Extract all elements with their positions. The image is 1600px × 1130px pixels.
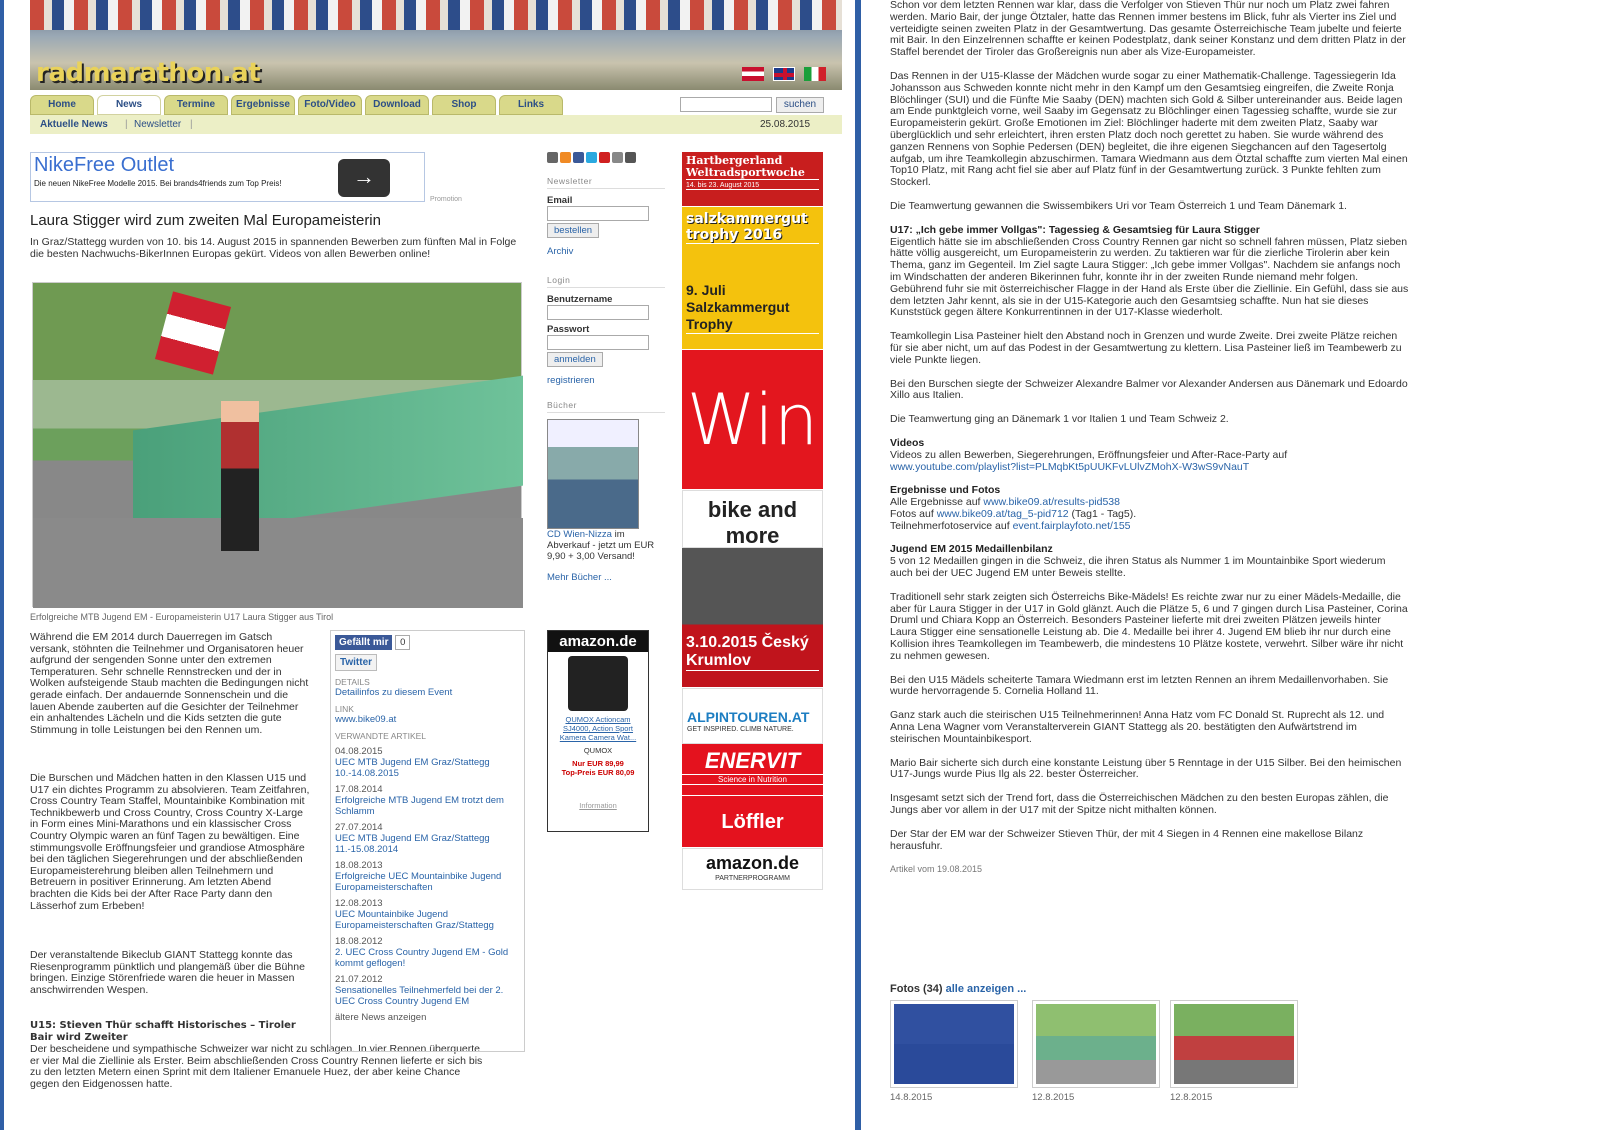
thumbnail-date: 12.8.2015 — [1032, 1092, 1075, 1103]
details-link[interactable]: Detailinfos zu diesem Event — [335, 687, 453, 698]
related-date: 18.08.2013 — [335, 860, 383, 871]
article-paragraph: Insgesamt setzt sich der Trend fort, dass die Österreichischen Mädchen zu den besten Europas zählen, die Jungs aber vor allem in der U17 mit der Spitze nicht mithalten können. — [890, 792, 1389, 817]
article-paragraph: Ganz stark auch die steirischen U15 Teilnehmerinnen! Anna Hatz vom FC Donald St. Ruprecht als 12. und Anna Lena Wagner vom Veranstalterverein GIANT Stattegg als 20. bestätigten den Aufwärtstrend im steirischen Mountainbikesport. — [890, 709, 1385, 745]
related-date: 27.07.2014 — [335, 822, 383, 833]
article-paragraph: Eigentlich hätte sie im abschließenden Cross Country Rennen gar nicht so schnell fahren müssen, Platz sieben hätte völlig ausgereicht, um Europameisterin zu werden. Zu taktieren war für die zierliche Tirolerin aber kein Thema, ganz im Gegenteil. Im Ziel sagte Laura Stigger: „Ich gebe immer Vollgas". Nachdem sie anfangs noch im Windschatten der anderen Bikerinnen fuhr, konnte ihr in der zweiten Runde niemand mehr folgen. Gebührend fuhr sie mit österreichischer Flagge in der Hand als Erste über die Ziellinie. Ein Gefühl, dass sie aus dem letzten Jahr kennt, als sie in der U15-Kategorie auch den Gesamtsieg schaffte. Nun hat sie dieses Kunststück gegen ältere Konkurrentinnen in der U17-Klasse wiederholt. — [890, 235, 1409, 319]
ad-text: amazon.de — [683, 853, 822, 875]
subnav-sep: | — [125, 119, 128, 130]
article-info-box — [330, 630, 525, 1052]
article-paragraph: 5 von 12 Medaillen gingen in die Schweiz, die ihren Status als Nummer 1 im Mountainbike Sport wiederum auch bei der UEC Jugend EM unter Beweis stellte. — [890, 555, 1386, 580]
tab-ergebnisse[interactable]: Ergebnisse — [231, 95, 295, 115]
product-top-price: Top-Preis EUR 80,09 — [561, 768, 635, 777]
article-paragraph: Traditionell sehr stark zeigten sich Österreichs Bike-Mädels! Es reichte zwar nur zu einer Mädels-Medaille, die aber für Laura Stigger in der U17 in Gold glänzt. Auch die Plätze 5, 6 und 7 gingen durch Lisa Pasteiner, Corina Druml und Chiara Kopp an Österreich. Besonders Pasteiner lieferte mit drei zweiten Plätzen jeweils hinter Laura Stigger eine sensationelle Leistung ab. Die 4. Medaille bei ihrer 4. Jugend EM blieb ihr nur durch eine Kollision ihres Teamkollegen im Teambewerb, die mindestens 10 Plätze kostete, verwehrt. Silber wäre ihr nicht zu nehmen gewesen. — [890, 590, 1408, 662]
ad-promotion: Promotion — [430, 196, 462, 203]
event-link[interactable]: www.bike09.at — [335, 714, 397, 725]
subnav-aktuelle-news[interactable]: Aktuelle News — [40, 119, 108, 130]
related-link[interactable]: UEC MTB Jugend EM Graz/Stattegg 10.-14.08.2015 — [335, 757, 490, 779]
divider-bar — [855, 0, 861, 1130]
related-date: 17.08.2014 — [335, 784, 383, 795]
photo-rider — [221, 401, 259, 551]
results-text: Alle Ergebnisse auf — [890, 496, 981, 509]
article-paragraph: Die Teamwertung ging an Dänemark 1 vor Italien 1 und Team Schweiz 2. — [890, 413, 1229, 426]
article-date: Artikel vom 19.08.2015 — [890, 864, 983, 875]
rss-icon[interactable] — [560, 152, 571, 163]
photos-heading — [890, 984, 1026, 996]
current-date: 25.08.2015 — [760, 119, 811, 130]
login-heading: Login — [547, 275, 665, 288]
ad-text: 3.10.2015 Český Krumlov — [686, 634, 819, 671]
facebook-icon[interactable] — [573, 152, 584, 163]
article-paragraph: Teamkollegin Lisa Pasteiner hielt den Abstand noch in Grenzen und wurde Zweite. Drei zweite Plätze reichen für sie aber nicht, um auf das Podest in der Gesamtwertung zu klettern. Lisa Pasteiner ließ im Teambewerb zu viele Punkte liegen. — [890, 330, 1402, 366]
product-link[interactable]: QUMOX Actioncam SJ4000, Action Sport Kamera Camera Wat... — [559, 715, 637, 742]
link-label: LINK — [335, 704, 354, 714]
nike-ad[interactable] — [30, 152, 425, 202]
tab-foto-video[interactable]: Foto/Video — [298, 95, 362, 115]
related-link[interactable]: Erfolgreiche UEC Mountainbike Jugend Europameisterschaften — [335, 871, 502, 893]
ad-alpintouren[interactable] — [682, 688, 823, 744]
subnav-sep: | — [190, 119, 193, 130]
related-link[interactable]: Sensationelles Teilnehmerfeld bei der 2. UEC Cross Country Jugend EM — [335, 985, 504, 1007]
book-link[interactable]: CD Wien-Nizza — [547, 529, 612, 540]
article-paragraph: Während die EM 2014 durch Dauerregen im Gatsch versank, stöhnten die Teilnehmer und Organisatoren heuer aufgrund der sengenden Sonne unter den extremen Temperaturen. Sehr schnelle Rennstrecken und der in Wolken aufsteigende Staub machten die Bedingungen nicht gerade einfach. Der andauernde Sonnenschein und die lauen Abende zauberten auf die Gesichter der Teilnehmer ein anhaltendes Lächeln und die Kids setzten die gute Stimmung in tolle Leistungen bei den Rennen um. — [30, 631, 309, 736]
ad-cesky-krumlov[interactable] — [682, 548, 823, 688]
like-count: 0 — [395, 635, 410, 650]
amazon-info-link[interactable]: Information — [579, 801, 617, 810]
sidebar — [547, 152, 665, 583]
product-price: Nur EUR 89,99 — [572, 759, 624, 768]
flag-italy-icon[interactable] — [804, 67, 826, 81]
related-date: 04.08.2015 — [335, 746, 383, 757]
more-books-link[interactable]: Mehr Bücher ... — [547, 572, 612, 583]
show-all-photos-link[interactable]: alle anzeigen ... — [945, 983, 1027, 995]
photo-caption: Erfolgreiche MTB Jugend EM - Europameisterin U17 Laura Stigger aus Tirol — [30, 612, 334, 622]
camera-image[interactable] — [568, 656, 628, 711]
ad-bike-and-more[interactable] — [682, 490, 823, 548]
password-field[interactable] — [547, 335, 649, 350]
related-date: 18.08.2012 — [335, 936, 383, 947]
newsletter-heading: Newsletter — [547, 176, 665, 189]
facebook-like-button[interactable]: Gefällt mir — [335, 635, 392, 650]
results-link[interactable]: www.bike09.at/results-pid538 — [983, 496, 1120, 509]
ad-text: Die neuen NikeFree Modelle 2015. Bei brands4friends zum Top Preis! — [34, 179, 282, 188]
header-banner — [30, 0, 842, 90]
search-input[interactable] — [680, 97, 772, 112]
details-label: DETAILS — [335, 677, 370, 687]
username-field[interactable] — [547, 305, 649, 320]
login-button[interactable]: anmelden — [547, 352, 603, 367]
left-border — [0, 0, 4, 1130]
related-date: 12.08.2013 — [335, 898, 383, 909]
youtube-link[interactable]: www.youtube.com/playlist?list=PLMqbKt5pUUKFvLUlvZMohX-W3wS9vNauT — [890, 460, 1250, 473]
tab-download[interactable]: Download — [365, 95, 429, 115]
ad-text: Hartbergerland Weltradsportwoche — [686, 155, 819, 180]
photo-thumbnail[interactable] — [890, 1000, 1018, 1088]
related-link[interactable]: UEC Mountainbike Jugend Europameisterschaften Graz/Stattegg — [335, 909, 494, 931]
article-paragraph: Mario Bair sicherte sich durch eine konstante Leistung über 5 Renntage in der U15 Silber. Bei den heimischen U17-Jungs wurde Pius Ilg als 22. bester Österreicher. — [890, 756, 1402, 781]
related-link[interactable]: UEC MTB Jugend EM Graz/Stattegg 11.-15.08.2014 — [335, 833, 490, 855]
right-page — [890, 0, 1410, 1130]
related-link[interactable]: 2. UEC Cross Country Jugend EM - Gold kommt geflogen! — [335, 947, 509, 969]
ad-text: salzkammergut trophy 2016 — [686, 211, 819, 244]
search-button[interactable]: suchen — [776, 97, 824, 113]
print-icon[interactable] — [547, 152, 558, 163]
tab-links[interactable]: Links — [499, 95, 563, 115]
mail-icon[interactable] — [612, 152, 623, 163]
related-label: VERWANDTE ARTIKEL — [335, 731, 427, 741]
tab-news[interactable]: News — [97, 95, 161, 115]
share-icon[interactable] — [625, 152, 636, 163]
article-paragraph: Der bescheidene und sympathische Schweizer war nicht zu schlagen. In vier Rennen überquerte er vier Mal die Ziellinie als Erster. Beim abschließenden Cross Country Rennen lieferte er sich bis zu den letzten Metern einen Sprint mit dem Italiener Emanuele Huez, der aber keine Chance gegen den Eidgenossen hatte. — [30, 1043, 483, 1090]
tab-shop[interactable]: Shop — [432, 95, 496, 115]
ad-text: Science in Nutrition — [682, 775, 823, 785]
photoservice-link[interactable]: event.fairplayfoto.net/155 — [1012, 519, 1131, 532]
password-label: Passwort — [547, 324, 590, 335]
older-news-link[interactable]: ältere News anzeigen — [335, 1012, 427, 1023]
photo-thumbnail[interactable] — [1170, 1000, 1298, 1088]
thumbnail-date: 12.8.2015 — [1170, 1092, 1213, 1103]
ad-text: bike and more — [683, 497, 822, 550]
ad-win[interactable]: Win — [682, 350, 823, 490]
article-paragraph: Die Burschen und Mädchen hatten in den Klassen U15 und U17 ein dichtes Programm zu absolvieren. Team Zeitfahren, Cross Country Team Staffel, Mountainbike Kombination mit Technikbewerb und Cross Country, Cross Country X-Large in Form eines Mini-Marathons und ein klassischer Cross Country Olympic waren an fünf Tagen zu bewältigen. Eine stimmungsvolle Eröffnungsfeier und grandiose Atmosphäre bei den täglichen Siegerehrungen und der abschließenden Europameisterehrung bleiben allen Teilnehmern und Betreuern in positiver Erinnerung. Am letzten Abend brachten die Kids bei der After Race Party dann den Lässerhof zum Erbeben! — [30, 772, 310, 912]
related-date: 21.07.2012 — [335, 974, 383, 985]
photos-count: Fotos (34) — [890, 983, 943, 995]
medals-heading: Jugend EM 2015 Medaillenbilanz — [890, 543, 1053, 556]
article-paragraph: Das Rennen in der U15-Klasse der Mädchen wurde sogar zu einer Mathematik-Challenge. Tagessiegerin Ida Johansson aus Schweden konnte nicht mehr in den Kampf um den Gesamtsieg eingreifen, die Zweite Ronja Blöchlinger (SUI) und die Fünfte Mie Saaby (DEN) machten sich Gold & Silber untereinander aus. Beide lagen am Ende punktgleich vorne, weil Saaby im Gegensatz zu Blöchlinger einen Tagessieg schaffte, wurde sie zur Europameisterin gekürt. Große Emotionen im Ziel: Blöchlinger haderte mit dem zweiten Platz, Saaby war überglücklich und sehr erleichtert, ihren ersten Platz doch noch gerettet zu haben. Sie wurde während des ganzen Rennens von Sophie Pedersen (DEN) begleitet, die ihre eigenen Siegchancen auf den Tagesertolg aufgab, um ihre Teamkollegin abzuschirmen. Tamara Wiedmann aus dem Ötztal schaffte zum vierten Mal einen Top10 Platz, mit Rang acht fiel sie aber auf Platz fünf in der Gesamtwertung zurück. 3 Punkte fehlten zum Stockerl. — [890, 69, 1408, 189]
email-label: Email — [547, 195, 573, 206]
photos-text: Fotos auf — [890, 507, 934, 520]
subscribe-button[interactable]: bestellen — [547, 223, 599, 238]
thumbnail-date: 14.8.2015 — [890, 1092, 933, 1103]
riders-image — [30, 0, 842, 30]
sub-nav — [30, 115, 842, 134]
article-paragraph: Die Teamwertung gewannen die Swissembikers Uri vor Team Österreich 1 und Team Dänemark 1. — [890, 199, 1347, 212]
ad-text: PARTNERPROGRAMM — [683, 875, 822, 883]
article-subheading: U17: „Ich gebe immer Vollgas": Tagessieg & Gesamtsieg für Laura Stigger — [890, 223, 1260, 236]
photo-thumbnail[interactable] — [1032, 1000, 1160, 1088]
videos-heading: Videos — [890, 436, 925, 449]
twitter-icon[interactable] — [586, 152, 597, 163]
archive-link[interactable]: Archiv — [547, 246, 574, 257]
flag-uk-icon[interactable] — [773, 67, 795, 81]
ad-amazon-partner[interactable] — [682, 848, 823, 890]
article-paragraph: Schon vor dem letzten Rennen war klar, dass die Verfolger von Stieven Thür nur noch um Platz zwei fahren werden. Mario Bair, der junge Ötztaler, hatte das Rennen immer bestens im Blick, fuhr als Vierter ins Ziel und verteidigte seinen zweiten Platz in der Gesamtwertung. Das gesamte Österreichische Team jubelte und feierte mit Bair. In den Einzelrennen schaffte er keinen Podestplatz, dank seiner Konstanz und dem dritten Platz in der Staffel berendet der Tiroler das Großereignis nun aber als Vize-Europameister. — [890, 0, 1406, 59]
photo-flag — [155, 291, 231, 374]
share-icons — [547, 152, 665, 166]
photos-suffix: (Tag1 - Tag5). — [1071, 507, 1137, 520]
email-field[interactable] — [547, 206, 649, 221]
subnav-newsletter[interactable]: Newsletter — [134, 119, 182, 130]
ad-text: ENERVIT — [682, 748, 823, 775]
article-photo[interactable] — [32, 282, 522, 607]
ad-enervit[interactable] — [682, 744, 823, 796]
article-paragraph: Der veranstaltende Bikeclub GIANT Stattegg konnte das Riesenprogramm pünktlich und plangemäß über die Bühne bringen. Einzige Störenfriede waren die heuer in Massen anschwirrenden Wespen. — [30, 949, 305, 996]
ad-text: 9. Juli Salzkammergut Trophy — [686, 282, 819, 334]
left-page — [30, 0, 842, 1130]
flag-austria-icon[interactable] — [742, 67, 764, 81]
ad-text: 14. bis 23. August 2015 — [686, 182, 819, 190]
ad-text: GET INSPIRED. CLIMB NATURE. — [687, 726, 818, 734]
ad-text: ALPINTOUREN.AT — [687, 709, 818, 726]
books-heading: Bücher — [547, 400, 665, 413]
article-title: Laura Stigger wird zum zweiten Mal Europameisterin — [30, 212, 381, 229]
amazon-widget[interactable] — [547, 630, 649, 832]
youtube-icon[interactable] — [599, 152, 610, 163]
ad-column — [682, 152, 823, 890]
videos-text: Videos zu allen Bewerben, Siegerehrungen, Eröffnungsfeier und After-Race-Party auf — [890, 448, 1288, 461]
photo-road — [33, 518, 523, 608]
photo-banner — [133, 376, 523, 541]
related-link[interactable]: Erfolgreiche MTB Jugend EM trotzt dem Schlamm — [335, 795, 504, 817]
arrow-right-icon[interactable]: → — [338, 159, 390, 197]
site-logo[interactable]: radmarathon.at — [36, 58, 261, 88]
article-paragraph: Bei den U15 Mädels scheiterte Tamara Wiedmann erst im letzten Rennen an ihrem Medaillenvorhaben. Sie wurde hervorragende 5. Cornelia Holland 11. — [890, 673, 1389, 698]
photos-link[interactable]: www.bike09.at/tag_5-pid712 — [936, 507, 1069, 520]
article-lead: In Graz/Stattegg wurden von 10. bis 14. August 2015 in spannenden Bewerben zum fünften Mal in Folge die besten Nachwuchs-BikerInnen Europas gekürt. Videos von allen Bewerben online! — [30, 236, 517, 260]
username-label: Benutzername — [547, 294, 613, 305]
article-paragraph: Bei den Burschen siegte der Schweizer Alexandre Balmer vor Alexander Andersen aus Dänemark und Edoardo Xillo aus Italien. — [890, 377, 1408, 402]
ad-title[interactable]: NikeFree Outlet — [34, 154, 175, 176]
article-paragraph: Der Star der EM war der Schweizer Stieven Thür, der mit 4 Siegen in 4 Rennen eine makellose Bilanz herausfuhr. — [890, 827, 1364, 852]
related-articles — [335, 746, 520, 1023]
book-cover[interactable] — [547, 419, 639, 529]
product-brand: QUMOX — [583, 746, 613, 755]
twitter-button[interactable]: Twitter — [335, 654, 377, 671]
ad-hartbergerland[interactable] — [682, 152, 823, 207]
book-text: im Abverkauf - jetzt um EUR 9,90 + 3,00 Versand! — [547, 529, 655, 562]
results-heading: Ergebnisse und Fotos — [890, 484, 1001, 497]
photoservice-text: Teilnehmerfotoservice auf — [890, 519, 1010, 532]
register-link[interactable]: registrieren — [547, 375, 595, 386]
ad-salzkammergut[interactable] — [682, 207, 823, 350]
tab-termine[interactable]: Termine — [164, 95, 228, 115]
tab-home[interactable]: Home — [30, 95, 94, 115]
article-subheading: U15: Stieven Thür schafft Historisches – Tiroler Bair wird Zweiter — [30, 1020, 296, 1043]
ad-loeffler[interactable]: Löffler — [682, 796, 823, 848]
amazon-logo: amazon.de — [548, 631, 648, 652]
